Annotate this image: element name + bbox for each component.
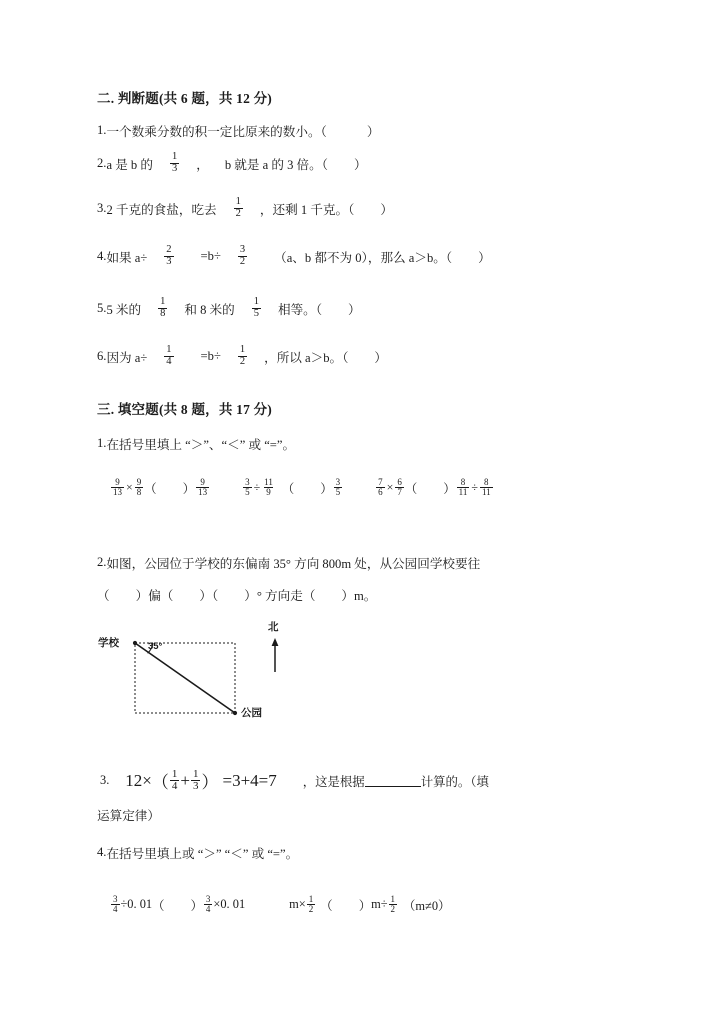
fraction-denominator: 2 [239,255,246,267]
paren-close: ） [358,898,372,913]
question-3-1 [97,434,295,453]
fraction-numerator: 6 [397,477,402,487]
fraction-numerator: 2 [166,244,172,255]
school-park-direction-diagram [98,621,302,727]
question-number: 1. [97,436,107,450]
fraction-one-third [170,152,179,174]
fraction-numerator: 1 [235,196,241,207]
north-label: 北 [268,621,279,633]
question-text-end: ） [354,157,367,172]
paren-close: ） [443,481,456,496]
paren-open: （ [144,481,157,496]
fraction-8-11-second [480,478,493,497]
question-text-tail: ，所以 a＞b。（ [264,350,349,365]
fraction-denominator: 9 [266,487,271,497]
paren-close: ） [190,898,203,913]
fraction-numerator: 1 [253,296,259,307]
fraction-8-11 [457,478,470,497]
question-text-tail: b 就是 a 的 3 倍。（ [224,157,329,172]
question-text: 如图，公园位于学校的东偏南 35° 方向 800m 处，从公园回学校要往 [106,557,481,571]
question-text: 在括号里填上或 “＞” “＜” 或 “=”。 [106,847,299,861]
paren-open: （ [151,773,169,792]
fraction-numerator: 11 [264,477,273,487]
question-number: 2. [97,155,107,170]
expression-group-4 [110,895,245,914]
fraction-three-halves [238,245,247,267]
fraction-denominator: 4 [205,904,211,914]
fraction-9-13 [111,478,124,497]
question-text-tail2: 计算的。（填 [420,774,489,789]
equation-expression [125,768,276,793]
question-text-end: ） [478,250,491,265]
fraction-numerator: 9 [115,477,120,487]
expression-row-compare-decimals [110,895,450,914]
question-number: 4. [97,248,107,263]
question-text-end: ） [348,302,361,317]
question-number: 4. [97,845,107,859]
fraction-numerator: 1 [160,296,166,307]
text-degree-direction: ）° 方向走（ [244,589,316,603]
fraction-one-third [191,769,201,792]
fraction-numerator: 1 [239,344,246,355]
paren-open: （ [320,898,333,913]
school-label: 学校 [98,637,119,649]
operator-multiply: × [126,480,133,494]
park-point [233,711,237,715]
question-text: 2 千克的食盐，吃去 [106,202,217,217]
fraction-denominator: 3 [192,780,199,792]
fraction-one-fifth [252,297,261,319]
question-number: 6. [97,348,107,363]
fraction-9-8 [135,478,144,497]
operator-multiply-decimal: ×0. 01 [213,897,246,911]
paren-close: ） [182,481,196,496]
park-label: 公园 [241,707,262,719]
fraction-7-6 [376,478,385,497]
question-text: 因为 a÷ [106,350,148,365]
fraction-denominator: 5 [335,487,341,497]
expression-group-2 [242,478,343,497]
fraction-denominator: 2 [235,207,241,219]
fraction-denominator: 3 [166,255,172,267]
fraction-denominator: 3 [171,162,178,174]
question-number: 3. [97,200,107,215]
expression-group-5 [289,895,450,914]
section-heading-fill-blank: 三. 填空题(共 8 题，共 17 分) [97,402,272,417]
equation-result: =3+4=7 [222,770,277,790]
question-text-end: ） [380,202,393,217]
school-point [133,641,137,645]
fraction-11-9 [262,478,275,497]
question-text-mid: ， [196,157,209,172]
question-text-mid: =b÷ [200,248,221,263]
variable-m-divide: m÷ [371,897,388,911]
question-text-tail: 相等。（ [277,302,323,317]
angle-label: 35° [148,641,163,652]
expression-group-1 [110,478,210,497]
paren-close: ） [320,481,333,496]
fraction-denominator: 2 [390,904,396,914]
question-2-4 [97,245,491,267]
fraction-denominator: 8 [160,307,166,319]
fraction-one-half [307,895,316,914]
fraction-numerator: 8 [484,477,489,487]
question-3-4 [97,843,298,862]
fraction-two-thirds [164,245,173,267]
operator-multiply: × [386,480,394,494]
fraction-one-half [234,197,243,219]
question-text: 在括号里填上 “＞”、“＜” 或 “=”。 [106,438,296,452]
fraction-denominator: 2 [239,355,246,367]
fraction-denominator: 8 [136,487,142,497]
paren-pair-2: ）（ [199,589,219,603]
paren-open: （ [281,481,295,496]
fraction-denominator: 13 [198,487,208,497]
fraction-numerator: 1 [166,344,172,355]
fraction-one-fourth [170,769,180,792]
text-meters-end: ）m。 [341,589,377,603]
condition-note: （m≠0） [403,898,451,913]
fraction-numerator: 9 [136,477,142,487]
fraction-numerator: 3 [245,477,250,487]
expression-group-3 [375,478,494,497]
school-to-park-line [135,643,235,713]
fraction-numerator: 9 [200,477,205,487]
question-text: 5 米的 [106,302,142,317]
fraction-numerator: 1 [308,894,314,904]
fraction-3-4 [111,895,120,914]
fraction-6-7 [395,478,404,497]
question-number: 1. [97,123,107,137]
fraction-numerator: 7 [378,477,383,487]
fraction-denominator: 6 [378,487,383,497]
fraction-denominator: 11 [458,487,468,497]
question-text: 如果 a÷ [106,250,148,265]
equation-lead: 12× [125,770,152,790]
text-pian: ）偏（ [135,589,174,603]
fraction-denominator: 4 [113,904,118,914]
fraction-numerator: 1 [192,768,199,780]
question-2-1 [97,121,379,140]
fraction-denominator: 4 [171,780,178,792]
question-text-mid: 和 8 米的 [184,302,235,317]
question-2-6 [97,345,387,367]
fraction-numerator: 1 [171,768,178,780]
fraction-9-13-right [196,478,209,497]
fraction-denominator: 5 [253,307,259,319]
expression-row-compare-fractions [110,478,494,497]
fraction-one-half-right [389,895,398,914]
question-number: 2. [97,555,107,569]
fraction-numerator: 1 [171,151,178,162]
fraction-denominator: 4 [166,355,172,367]
question-text-mid: ，还剩 1 千克。（ [259,202,355,217]
question-text-end: ） [366,125,380,139]
question-text: 一个数乘分数的积一定比原来的数小。（ [106,125,327,139]
fraction-numerator: 3 [335,477,341,487]
fraction-denominator: 2 [308,904,314,914]
question-text-tail: ，这是根据 [302,774,365,789]
operator-plus: + [180,770,190,790]
diagram-svg [112,622,302,727]
fraction-numerator: 8 [460,477,466,487]
question-2-5 [97,297,361,319]
variable-m-multiply: m× [289,897,306,911]
question-2-2 [97,152,367,174]
fraction-one-half [238,345,247,367]
fraction-numerator: 3 [113,894,118,904]
question-text-mid: =b÷ [200,348,221,363]
paren-close: ） [201,773,219,792]
fraction-numerator: 1 [390,894,396,904]
fraction-denominator: 13 [113,487,122,497]
fraction-denominator: 11 [481,487,491,497]
operator-divide-decimal: ÷0. 01 [120,897,153,911]
fraction-one-eighth [158,297,167,319]
fraction-one-fourth [164,345,173,367]
question-number: 5. [97,300,107,315]
question-text-continued: 运算定律） [97,809,160,823]
question-text-end: ） [374,350,388,365]
fraction-denominator: 7 [397,487,402,497]
question-3-3-line2 [97,805,160,824]
question-number: 3. [100,773,110,787]
question-2-3 [97,197,393,219]
answer-blank-law[interactable] [365,774,421,787]
fraction-denominator: 5 [245,487,250,497]
paren-open-1: （ [97,589,110,603]
fraction-numerator: 3 [239,244,246,255]
question-3-2-line2 [97,585,376,604]
operator-divide: ÷ [471,480,478,494]
paren-open: （ [404,481,418,496]
fraction-3-5 [243,478,252,497]
paren-open: （ [152,898,165,913]
north-arrow-head [272,638,279,646]
operator-divide: ÷ [253,480,261,494]
fraction-3-4-right [204,895,213,914]
question-3-2-line1 [97,553,480,572]
section-heading-judgement: 二. 判断题(共 6 题，共 12 分) [97,91,272,106]
fraction-numerator: 3 [205,894,211,904]
question-3-3 [100,768,489,793]
question-text-tail: （a、b 都不为 0），那么 a＞b。（ [274,250,453,265]
fraction-3-5-right [334,478,343,497]
question-text: a 是 b 的 [106,157,153,172]
